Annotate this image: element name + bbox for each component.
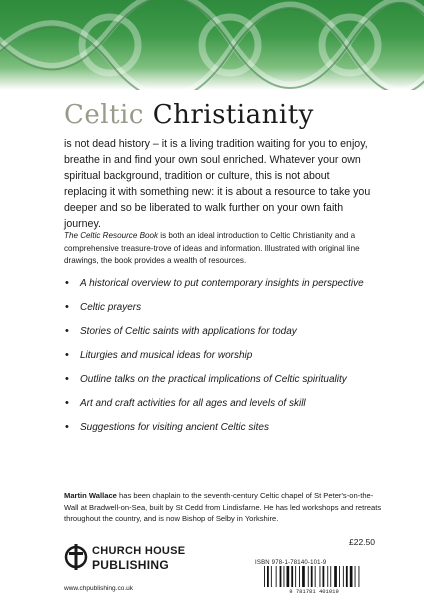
barcode-bar xyxy=(320,566,321,587)
publisher-name-line1: CHURCH HOUSE xyxy=(92,545,186,557)
barcode-bar xyxy=(276,566,277,587)
intro-paragraph: is not dead history – it is a living tradition waiting for you to enjoy, breathe in and find your own soul enriched. Whatever your own spiritual background, tradition or culture, this is not about replacing it with something new: it is about a resource to take you deeper and so be liberated to walk further on your own faith journey. xyxy=(64,138,371,230)
barcode-bar xyxy=(271,566,272,587)
barcode-bar xyxy=(334,566,337,587)
cross-circle-icon xyxy=(64,542,88,572)
barcode-bar xyxy=(355,566,356,587)
barcode-bar xyxy=(315,566,316,587)
barcode-bar xyxy=(302,566,305,587)
barcode-bar xyxy=(267,566,269,587)
barcode-bar xyxy=(264,566,265,587)
title-word-christianity: Christianity xyxy=(152,100,314,130)
barcode-bar xyxy=(343,566,344,587)
features-list xyxy=(64,277,384,445)
author-bio xyxy=(64,490,384,525)
feature-item: • A historical overview to put contemporary insights in perspective xyxy=(64,277,384,290)
feature-item: • Celtic prayers xyxy=(64,301,384,314)
barcode-bar xyxy=(346,566,348,587)
barcode-bar xyxy=(323,566,325,587)
celtic-knot-pattern xyxy=(0,0,424,90)
publisher-logo xyxy=(64,542,224,580)
feature-item: • Outline talks on the practical implications of Celtic spirituality xyxy=(64,373,384,386)
barcode-bar xyxy=(299,566,300,587)
barcode-bar xyxy=(359,566,360,587)
barcode-bar xyxy=(287,566,290,587)
book-title xyxy=(64,100,364,130)
description-book-title: The Celtic Resource Book xyxy=(64,231,159,240)
description-text: is both an ideal introduction to Celtic Christianity and a comprehensive treasure-trove of ideas and information. Illustrated with original line drawings, the book provides a wealth of resources. xyxy=(64,231,360,265)
isbn-label: ISBN 978-1-78140-101-9 xyxy=(255,560,327,566)
feature-item: • Liturgies and musical ideas for worship xyxy=(64,349,384,362)
barcode-bar xyxy=(330,566,331,587)
feature-item: • Art and craft activities for all ages and levels of skill xyxy=(64,397,384,410)
author-name: Martin Wallace xyxy=(64,491,117,500)
barcode-bar xyxy=(291,566,293,587)
price-label: £22.50 xyxy=(349,537,375,547)
publisher-name-line2: PUBLISHING xyxy=(92,558,170,572)
barcode-bar xyxy=(339,566,340,587)
barcode xyxy=(258,566,370,594)
barcode-bar xyxy=(280,566,282,587)
barcode-number: 9 781781 401019 xyxy=(289,588,339,594)
barcode-bar xyxy=(350,566,353,587)
description-paragraph xyxy=(64,230,384,268)
barcode-bar xyxy=(308,566,309,587)
feature-item: • Stories of Celtic saints with applications for today xyxy=(64,325,384,338)
barcode-bar xyxy=(284,566,285,587)
title-word-celtic: Celtic xyxy=(64,100,144,130)
barcode-bar xyxy=(295,566,296,587)
barcode-bar xyxy=(327,566,328,587)
barcode-bar xyxy=(311,566,313,587)
publisher-url: www.chpublishing.co.uk xyxy=(64,585,134,592)
feature-item: • Suggestions for visiting ancient Celtic sites xyxy=(64,421,384,434)
author-bio-text: has been chaplain to the seventh-century Celtic chapel of St Peter's-on-the-Wall at Bradwell-on-Sea, built by St Cedd from Lindisfarne. He has led workshops and retreats throughout the country, and is now Bishop of Selby in Yorkshire. xyxy=(64,491,382,523)
barcode-bars xyxy=(264,566,359,587)
celtic-knot-banner xyxy=(0,0,424,90)
